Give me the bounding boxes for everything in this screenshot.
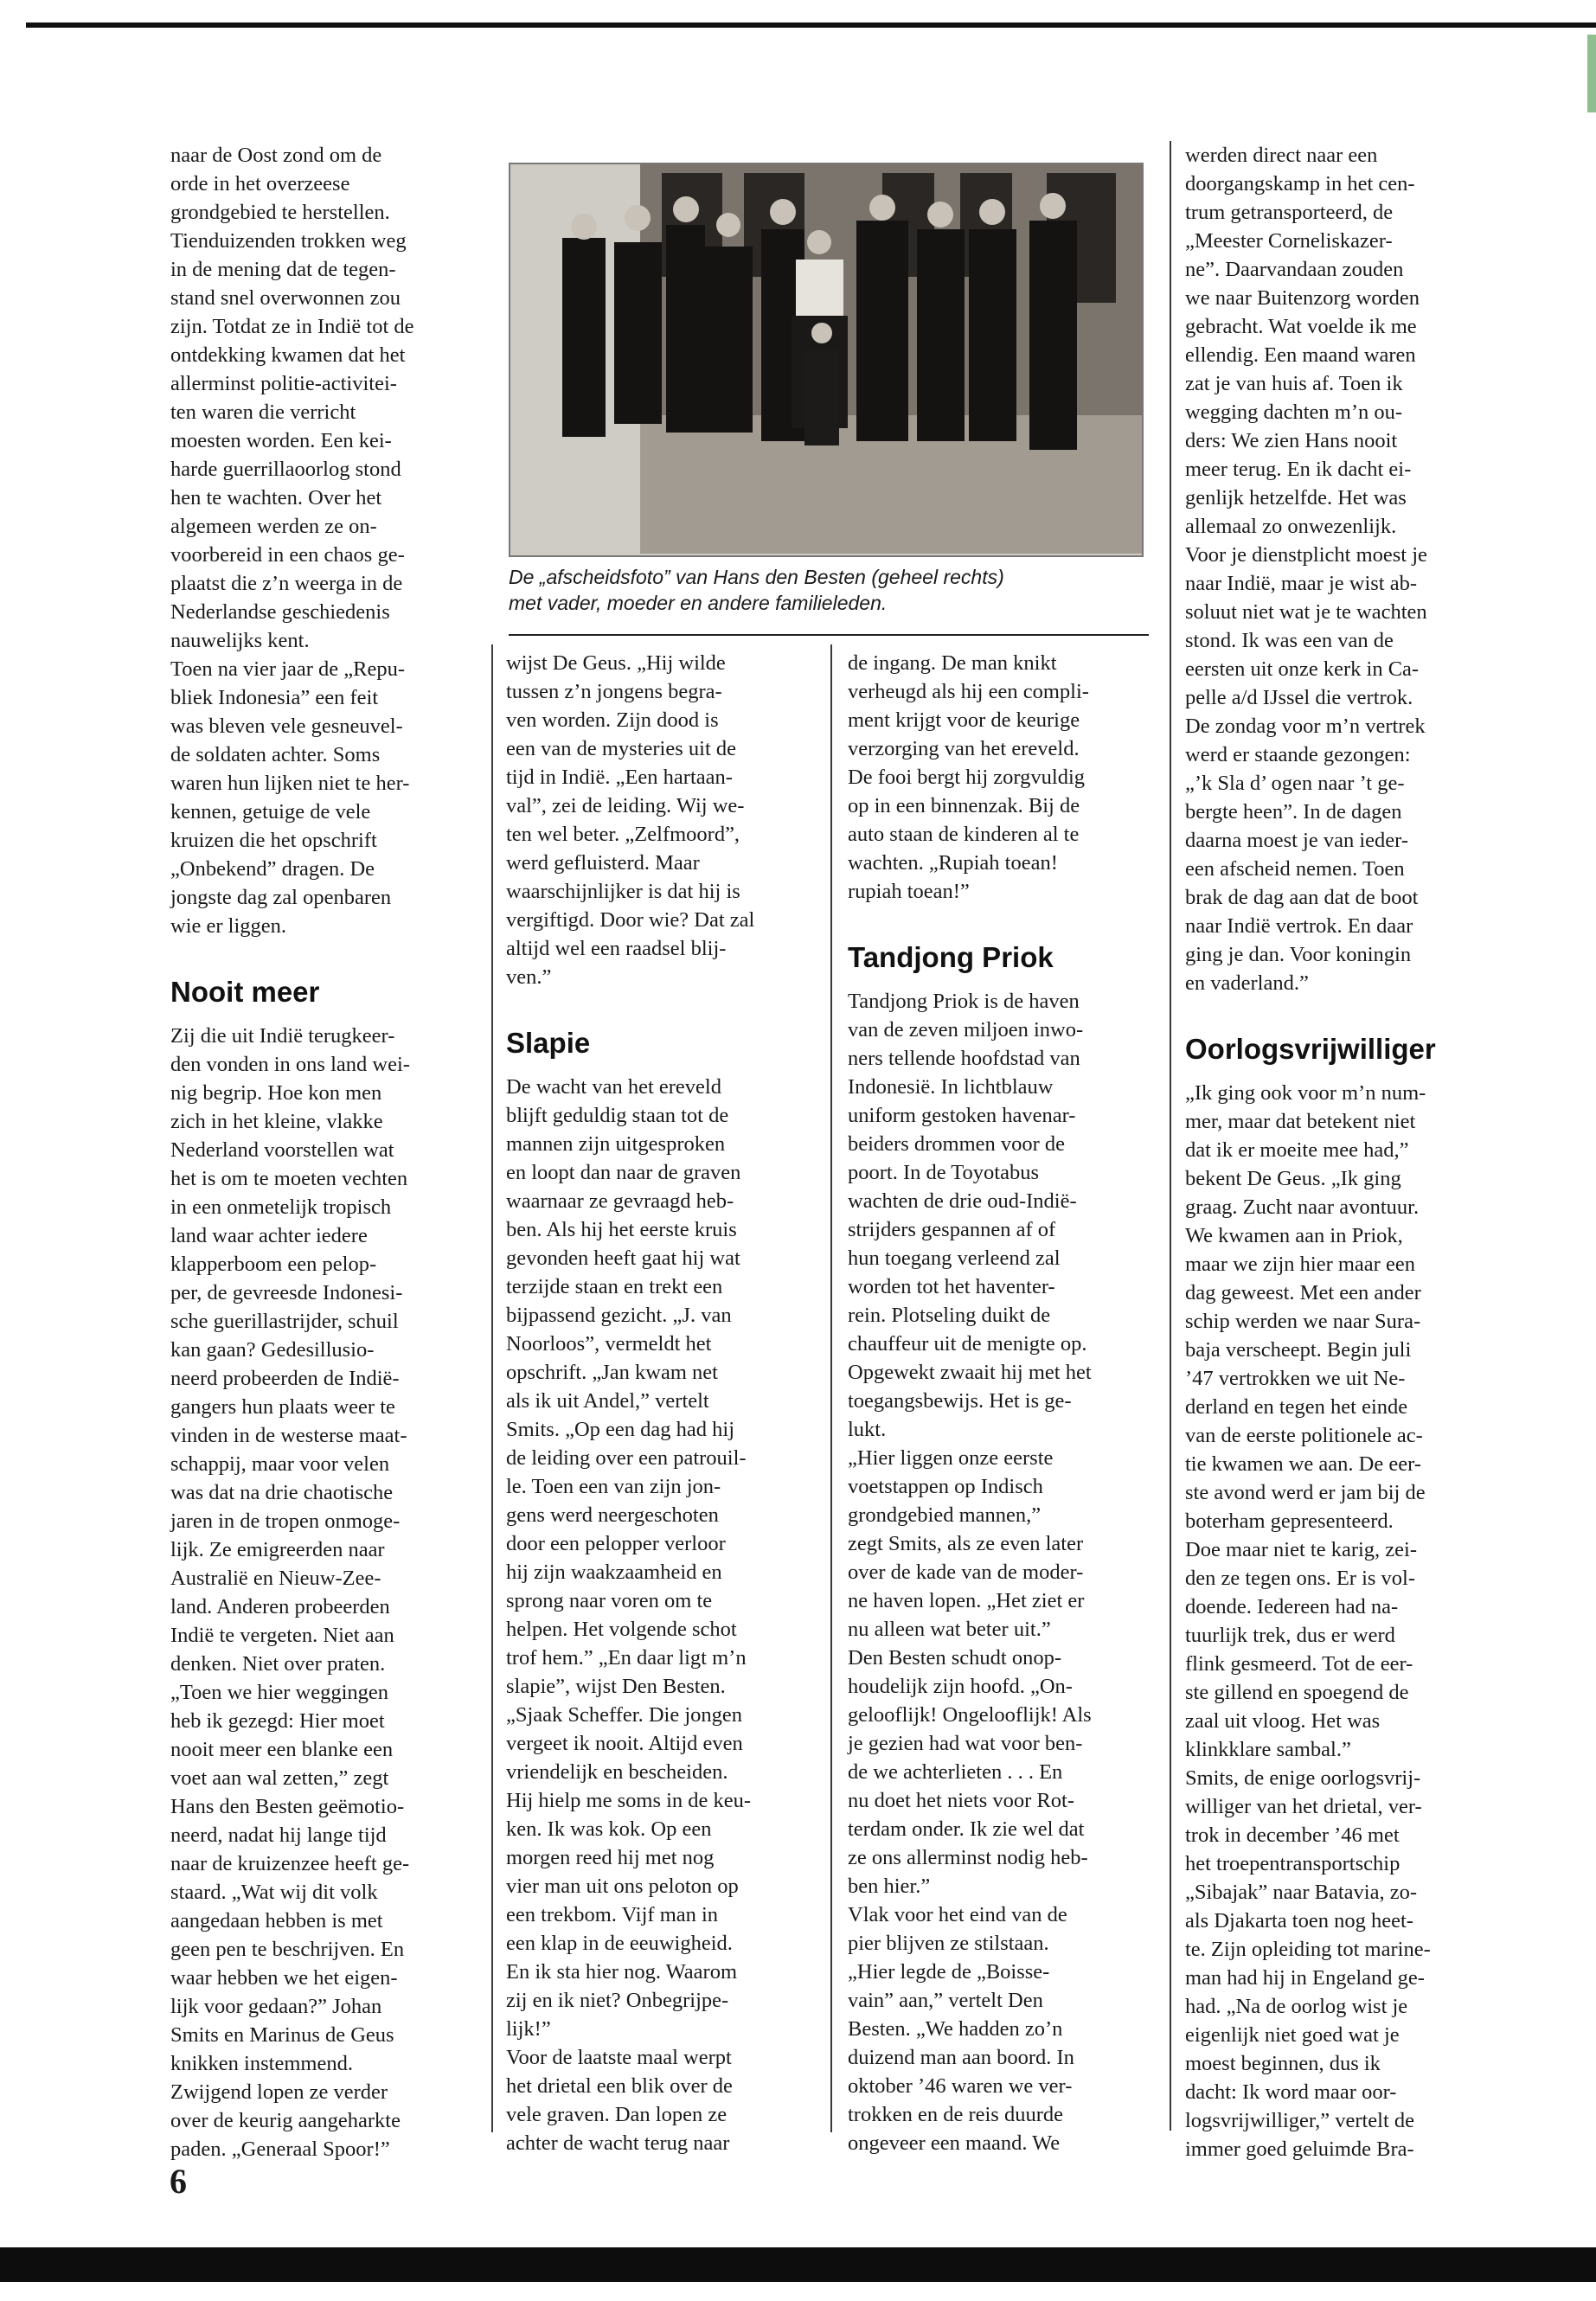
family-photo-illustration	[510, 164, 1142, 555]
col1-paragraph-4: „Toen we hier weggingen heb ik gezegd: Hier moet nooit meer een blanke een voet aan wal zetten,” zegt Hans den Besten geëmotio- neerd, nadat hij lange tijd naar de kruizenzee heeft ge- staard. „Wat wij dit volk aangedaan hebben is met geen pen te beschrijven. En waar hebben we het eigen- lijk voor gedaan?” Johan Smits en Marinus de Geus knikken instemmend. Zwijgend lopen ze verder over de keurig aangeharkte paden. „Generaal Spoor!”	[170, 1681, 410, 2161]
col2-paragraph-2: De wacht van het ereveld blijft geduldig staan tot de mannen zijn uitgesproken en loopt dan naar de graven waarnaar ze gevraagd heb- ben. Als hij het eerste kruis gevonden heeft gaat hij wat terzijde staan en trekt een bijpassend gezicht. „J. van Noorloos”, vermeldt het opschrift. „Jan kwam net als ik uit Andel,” vertelt Smits. „Op een dag had hij de leiding over een patrouil- le. Toen een van zijn jon- gens werd neergeschoten door een pelopper verloor hij zijn waakzaamheid en sprong naar voren om te helpen. Het volgende schot trof hem.” „En daar ligt m’n slapie”, wijst Den Besten. „Sjaak Scheffer. Die jongen vergeet ik nooit. Altijd even vriendelijk en bescheiden. Hij hielp me soms in de keu- ken. Ik was kok. Op een morgen reed hij met nog vier man uit ons peloton op een trekbom. Vijf man in een klap in de eeuwigheid. En ik sta hier nog. Waarom zij en ik niet? Onbegrijpe- lijk!”	[506, 1075, 752, 2041]
col4-paragraph-1: werden direct naar een doorgangskamp in het cen- trum getransporteerd, de „Meester Corneliskazer- ne”. Daarvandaan zouden we naar Buitenzorg worden gebracht. Wat voelde ik me ellendig. Een maand waren zat je van huis af. Toen ik wegging dachten m’n ou- ders: We zien Hans nooit meer terug. En ik dacht ei- genlijk hetzelfde. Het was allemaal zo onwezenlijk. Voor je dienstplicht moest je naar Indië, maar je wist ab- soluut niet wat je te wachten stond. Ik was een van de eersten uit onze kerk in Ca- pelle a/d IJssel die vertrok. De zondag voor m’n vertrek werd er staande gezongen: „’k Sla d’ ogen naar ’t ge- bergte heen”. In de dagen daarna moest je van ieder- een afscheid nemen. Toen brak de dag aan dat de boot naar Indië vertrok. En daar ging je dan. Voor koningin en vaderland.”	[1185, 144, 1427, 995]
col1-paragraph-3: Zij die uit Indië terugkeer- den vonden in ons land wei- nig begrip. Hoe kon men zich in het kleine, vlakke Nederland voorstellen wat het is om te moeten vechten in een onmetelijk tropisch land waar achter iedere klapperboom een pelop- per, de gevreesde Indonesi- sche guerillastrijder, schuil kan gaan? Gedesillusio- neerd probeerden de Indië- gangers hun plaats weer te vinden in de westerse maat- schappij, maar voor velen was dat na drie chaotische jaren in de tropen onmoge- lijk. Ze emigreerden naar Australië en Nieuw-Zee- land. Anderen probeerden Indië te vergeten. Niet aan denken. Niet over praten.	[170, 1024, 410, 1676]
edge-tab-mark	[1587, 35, 1596, 112]
family-photo	[509, 163, 1144, 557]
col2-paragraph-1: wijst De Geus. „Hij wilde tussen z’n jongens begra- ven worden. Zijn dood is een van de mysteries uit de tijd in Indië. „Een hartaan- val”, zei de leiding. Wij we- ten wel beter. „Zelfmoord”, werd gefluisterd. Maar waarschijnlijker is dat hij is vergiftigd. Door wie? Dat zal altijd wel een raadsel blij- ven.”	[506, 651, 755, 989]
col3-paragraph-2: Tandjong Priok is de haven van de zeven miljoen inwo- ners tellende hoofdstad van Indonesië. In lichtblauw uniform gestoken havenar- beiders drommen voor de poort. In de Toyotabus wachten de drie oud-Indië- strijders gespannen af of hun toegang verleend zal worden tot het haventer- rein. Plotseling duikt de chauffeur uit de menigte op. Opgewekt zwaait hij met het toegangsbewijs. Het is ge- lukt.	[848, 990, 1092, 1441]
bottom-rule	[0, 2247, 1596, 2282]
photo-caption: De „afscheidsfoto” van Hans den Besten (geheel rechts) met vader, moeder en andere familieleden.	[509, 566, 1004, 614]
col4-paragraph-3: Smits, de enige oorlogsvrij- williger van het drietal, ver- trok in december ’46 met het troepentransportschip „Sibajak” naar Batavia, zo- als Djakarta toen nog heet- te. Zijn opleiding tot marine- man had hij in Engeland ge- had. „Na de oorlog wist je eigenlijk niet goed wat je moest beginnen, dus ik dacht: Ik word maar oor- logsvrijwilliger,” vertelt de immer goed geluimde Bra-	[1185, 1766, 1431, 2161]
col2-paragraph-3: Voor de laatste maal werpt het drietal een blik over de vele graven. Dan lopen ze achter de wacht terug naar	[506, 2046, 733, 2155]
top-rule	[26, 22, 1596, 28]
column-divider-2	[830, 644, 832, 2132]
heading-oorlogsvrijwilliger: Oorlogsvrijwilliger	[1185, 1033, 1436, 1065]
heading-tandjong-priok: Tandjong Priok	[848, 941, 1054, 973]
col1-paragraph-2: Toen na vier jaar de „Repu- bliek Indonesia” een feit was bleven vele gesneuvel- de soldaten achter. Soms waren hun lijken niet te her- kennen, getuige de vele kruizen die het opschrift „Onbekend” dragen. De jongste dag zal openbaren wie er liggen.	[170, 657, 410, 938]
col1-paragraph-1: naar de Oost zond om de orde in het overzeese grondgebied te herstellen. Tienduizenden trokken weg in de mening dat de tegen- stand snel overwonnen zou zijn. Totdat ze in Indië tot de ontdekking kwamen dat het allerminst politie-activitei- ten waren die verricht moesten worden. Een kei- harde guerrillaoorlog stond hen te wachten. Over het algemeen werden ze on- voorbereid in een chaos ge- plaatst die z’n weerga in de Nederlandse geschiedenis nauwelijks kent.	[170, 144, 414, 652]
col3-paragraph-3: „Hier liggen onze eerste voetstappen op Indisch grondgebied mannen,” zegt Smits, als ze even later over de kade van de moder- ne haven lopen. „Het ziet er nu alleen wat beter uit.” Den Besten schudt onop- houdelijk zijn hoofd. „On- gelooflijk! Ongelooflijk! Als je gezien had wat voor ben- de we achterlieten . . . En nu doet het niets voor Rot- terdam onder. Ik zie wel dat ze ons allerminst nodig heb- ben hier.”	[848, 1446, 1092, 1898]
page-number: 6	[170, 2162, 187, 2201]
heading-slapie: Slapie	[506, 1027, 591, 1059]
col4-paragraph-2: „Ik ging ook voor m’n num- mer, maar dat betekent niet dat ik er moeite mee had,” bekent De Geus. „Ik ging graag. Zucht naar avontuur. We kwamen aan in Priok, maar we zijn hier maar een dag geweest. Met een ander schip werden we naar Sura- baja verscheept. Begin juli ’47 vertrokken we uit Ne- derland en tegen het einde van de eerste politionele ac- tie kwamen we aan. De eer- ste avond werd er jam bij de boterham gepresenteerd. Doe maar niet te karig, zei- den ze tegen ons. Er is vol- doende. Iedereen had na- tuurlijk trek, dus er werd flink gesmeerd. Tot de eer- ste gillend en spoegend de zaal uit vloog. Het was klinkklare sambal.”	[1185, 1081, 1426, 1761]
col3-paragraph-4: Vlak voor het eind van de pier blijven ze stilstaan. „Hier legde de „Boisse- vain” aan,” vertelt Den Besten. „We hadden zo’n duizend man aan boord. In oktober ’46 waren we ver- trokken en de reis duurde ongeveer een maand. We	[848, 1903, 1074, 2155]
column-divider-1	[491, 644, 493, 2132]
col3-paragraph-1: de ingang. De man knikt verheugd als hij een compli- ment krijgt voor de keurige verzorging van het ereveld. De fooi bergt hij zorgvuldig op in een binnenzak. Bij de auto staan de kinderen al te wachten. „Rupiah toean! rupiah toean!”	[848, 651, 1089, 903]
article-column-2	[506, 649, 826, 2157]
article-column-3	[848, 649, 1168, 2157]
caption-rule	[509, 634, 1149, 636]
column-divider-3	[1170, 141, 1171, 2131]
article-column-4	[1185, 141, 1497, 2163]
article-column-1	[170, 141, 482, 2163]
heading-nooit-meer: Nooit meer	[170, 976, 320, 1008]
